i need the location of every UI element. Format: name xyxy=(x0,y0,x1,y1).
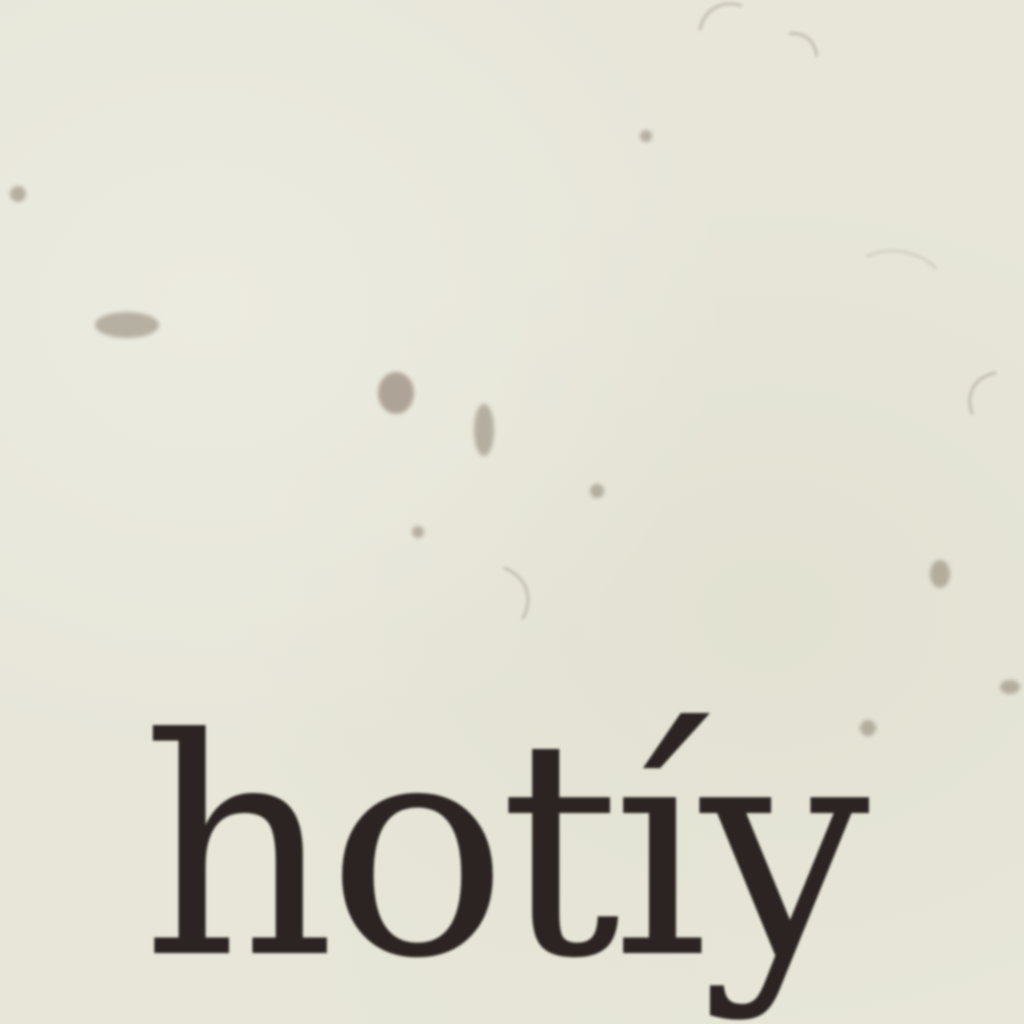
paper-speck xyxy=(10,186,26,202)
paper-fiber xyxy=(404,548,542,668)
paper-speck xyxy=(1000,680,1020,694)
paper-speck xyxy=(412,526,424,538)
paper-speck xyxy=(640,130,652,142)
paper-speck xyxy=(860,720,876,736)
paper-fiber xyxy=(953,354,1024,473)
paper-speck xyxy=(590,484,604,498)
printed-word: hotíy xyxy=(142,675,862,1024)
paper-speck xyxy=(378,372,414,414)
paper-speck xyxy=(930,560,950,588)
paper-fiber xyxy=(845,242,951,324)
paper-speck xyxy=(95,312,159,338)
paper-speck xyxy=(474,404,494,456)
